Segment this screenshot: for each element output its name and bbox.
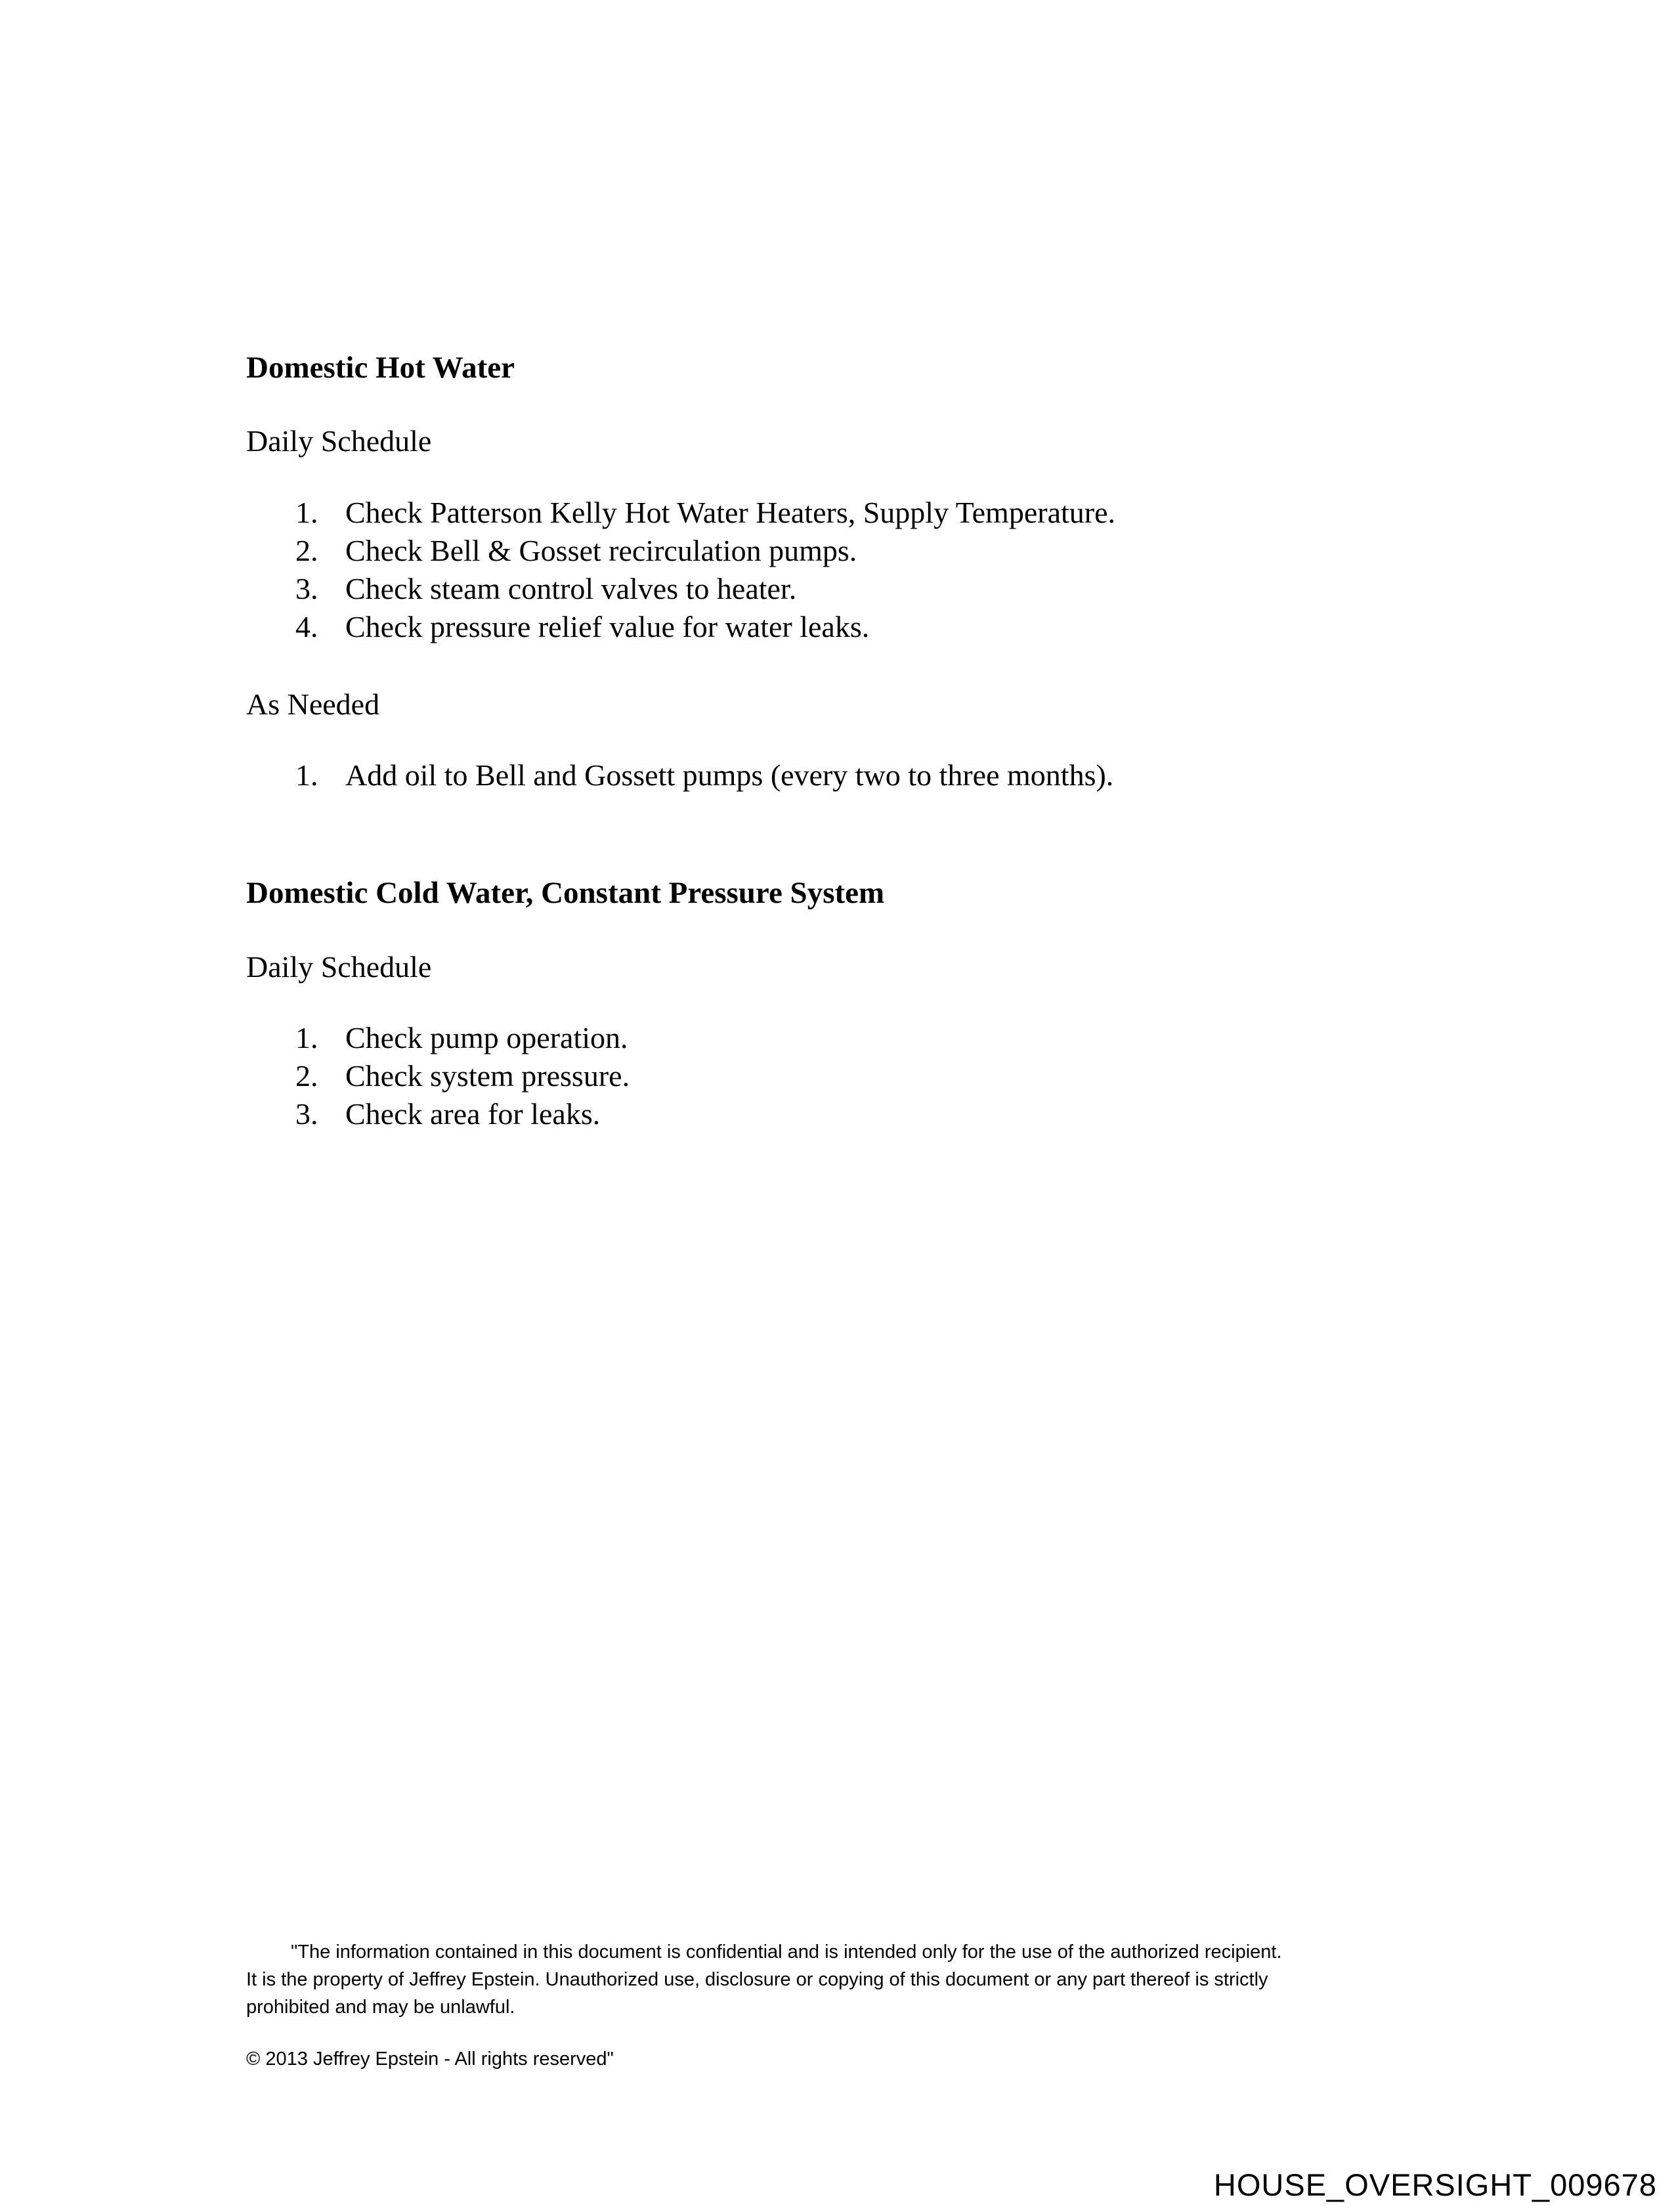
section-heading-domestic-hot-water: Domestic Hot Water: [246, 351, 515, 385]
list-item: [295, 532, 1115, 570]
list-item-number: 3.: [295, 572, 318, 605]
daily-checklist-hot-water: [295, 494, 1115, 646]
section-heading-domestic-cold-water: Domestic Cold Water, Constant Pressure System: [246, 876, 885, 910]
list-item-text: Check Bell & Gosset recirculation pumps.: [345, 534, 857, 567]
list-item: [295, 1057, 630, 1095]
bates-number: HOUSE_OVERSIGHT_009678: [1213, 2167, 1657, 2202]
as-needed-checklist: [295, 756, 1113, 794]
list-item: [295, 494, 1115, 532]
as-needed-label: As Needed: [246, 687, 380, 721]
daily-schedule-label: Daily Schedule: [246, 424, 432, 458]
copyright-line: © 2013 Jeffrey Epstein - All rights reserved": [246, 2049, 614, 2070]
confidentiality-notice: [246, 1938, 1282, 2021]
list-item-number: 4.: [295, 610, 318, 643]
list-item-text: Add oil to Bell and Gossett pumps (every two to three months).: [345, 758, 1114, 792]
list-item: [295, 756, 1113, 794]
confidentiality-line: It is the property of Jeffrey Epstein. Unauthorized use, disclosure or copying of this document or any part thereof is strictly: [246, 1969, 1268, 1990]
list-item-text: Check system pressure.: [345, 1059, 630, 1093]
list-item-number: 2.: [295, 534, 318, 567]
daily-schedule-label: Daily Schedule: [246, 950, 432, 984]
list-item-text: Check pump operation.: [345, 1021, 628, 1054]
list-item-text: Check area for leaks.: [345, 1097, 601, 1131]
list-item-number: 1.: [295, 758, 318, 792]
confidentiality-line: prohibited and may be unlawful.: [246, 1997, 515, 2018]
list-item-text: Check steam control valves to heater.: [345, 572, 797, 605]
list-item: [295, 1095, 630, 1133]
daily-checklist-cold-water: [295, 1019, 630, 1133]
list-item-text: Check Patterson Kelly Hot Water Heaters, Supply Temperature.: [345, 496, 1115, 529]
confidentiality-line: "The information contained in this document is confidential and is intended only for the use of the authorized recipient.: [291, 1941, 1282, 1963]
list-item: [295, 1019, 630, 1057]
list-item-number: 1.: [295, 496, 318, 529]
list-item-number: 1.: [295, 1021, 318, 1054]
list-item-number: 2.: [295, 1059, 318, 1093]
list-item: [295, 608, 1115, 646]
list-item-number: 3.: [295, 1097, 318, 1131]
list-item-text: Check pressure relief value for water leaks.: [345, 610, 870, 643]
list-item: [295, 570, 1115, 608]
